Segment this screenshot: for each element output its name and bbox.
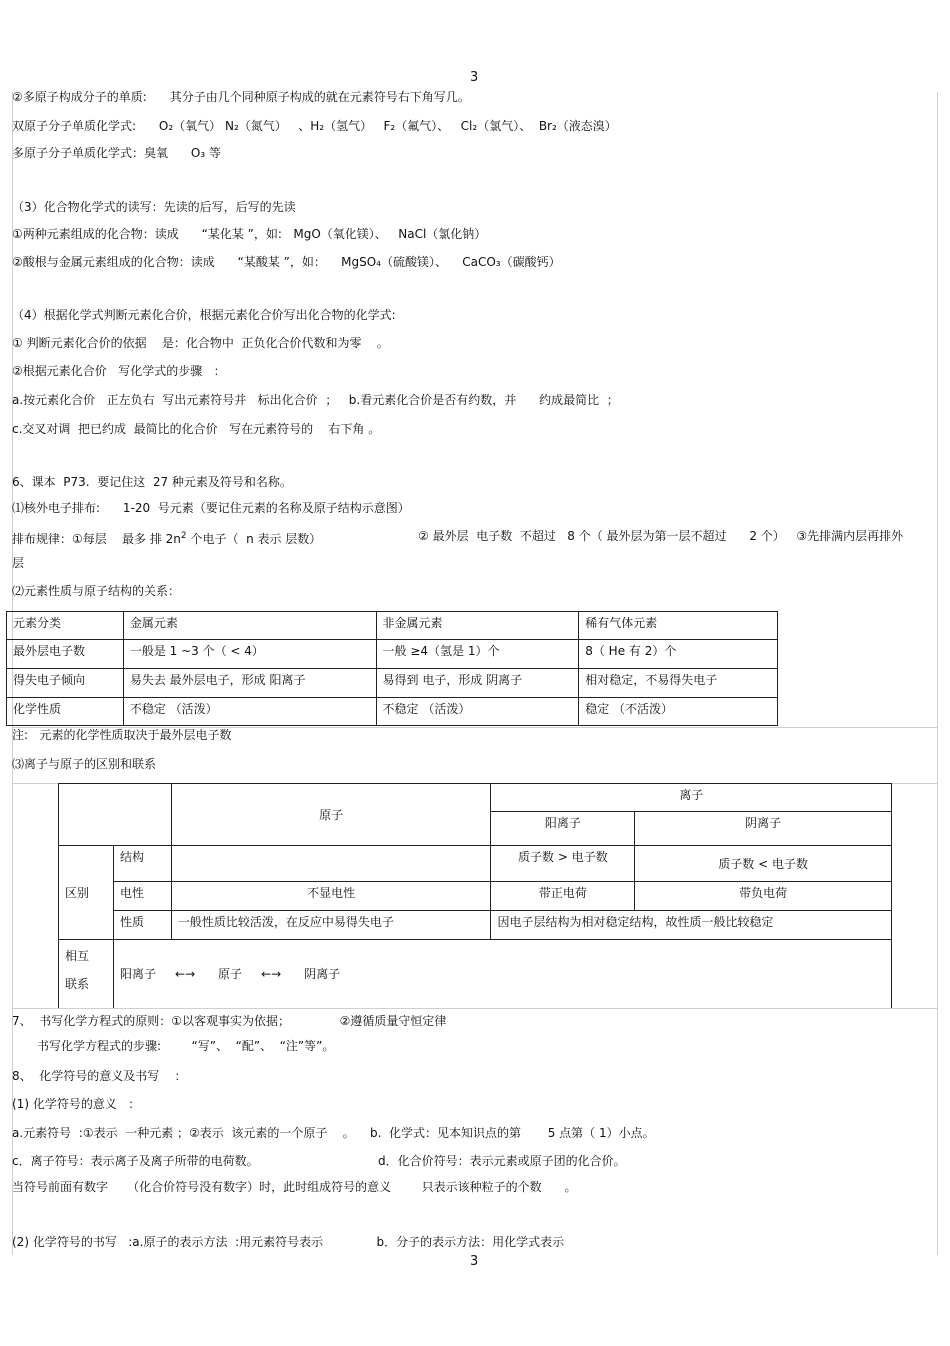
header-atom: 原子 — [171, 784, 491, 846]
table-row — [7, 640, 778, 669]
line-note: 注: 元素的化学性质取决于最外层电子数 — [12, 728, 232, 742]
label-structure: 结构 — [113, 846, 171, 882]
label-relation — [59, 940, 114, 1008]
line-polyatomic-formulas: 多原子分子单质化学式：臭氧 O₃ 等 — [12, 146, 221, 160]
line-number-prefix: 当符号前面有数字 （化合价符号没有数字）时，此时组成符号的意义 只表示该种粒子的个数 。 — [12, 1180, 577, 1194]
table-cell: 8（ He 有 2）个 — [579, 640, 778, 669]
line-valence-basis: ① 判断元素化合价的依据 是：化合物中 正负化合价代数和为零 。 — [12, 336, 389, 350]
line-diatomic-formulas: 双原子分子单质化学式: O₂（氧气） N₂（氮气） 、H₂（氢气） F₂（氟气）、 Cl₂（氯气）、 Br₂（液态溴） — [12, 119, 617, 133]
section7-top-line — [12, 1008, 937, 1009]
table-cell: 一般 ≥4（氢是 1）个 — [376, 640, 579, 669]
line-section-6: 6、课本 P73. 要记住这 27 种元素及符号和名称。 — [12, 475, 292, 489]
table-cell: 不稳定 （活泼） — [376, 698, 579, 726]
header-metal: 金属元素 — [123, 612, 376, 640]
table-cell: 化学性质 — [7, 698, 124, 726]
table-cell: 一般是 1 ~3 个（ < 4） — [123, 640, 376, 669]
line-electron-arrangement: ⑴核外电子排布: 1-20 号元素（要记住元素的名称及原子结构示意图） — [12, 501, 410, 515]
ion-atom-table — [58, 783, 892, 1008]
cation-charge: 带正电荷 — [491, 882, 635, 911]
line-binary-compound: ①两种元素组成的化合物：读成 “某化某 ”，如: MgO（氧化镁）、 NaCl（氯化钠） — [12, 227, 487, 241]
line-step-c: c.交叉对调 把已约成 最简比的化合价 写在元素符号的 右下角 。 — [12, 422, 381, 436]
table-cell: 得失电子倾向 — [7, 669, 124, 698]
anion-structure: 质子数 < 电子数 — [635, 846, 892, 882]
ion-property: 因电子层结构为相对稳定结构，故性质一般比较稳定 — [491, 911, 892, 940]
table-header-row — [7, 612, 778, 640]
element-classification-table — [6, 611, 778, 726]
line-section-7: 7、 书写化学方程式的原则：①以客观事实为依据； ②遵循质量守恒定律 — [12, 1014, 447, 1028]
label-difference: 区别 — [59, 846, 114, 940]
table-cell: 稳定 （不活泼） — [579, 698, 778, 726]
table-row — [59, 784, 892, 812]
table-row — [59, 846, 892, 882]
right-margin-line — [937, 92, 938, 1255]
line-valence-symbol: d．化合价符号：表示元素或原子团的化合价。 — [378, 1154, 626, 1168]
line-compound-reading: （3）化合物化学式的读写：先读的后写，后写的先读 — [12, 200, 296, 214]
table-cell: 相对稳定，不易得失电子 — [579, 669, 778, 698]
anion-charge: 带负电荷 — [635, 882, 892, 911]
label-property: 性质 — [113, 911, 171, 940]
line-arrangement-wrap: 层 — [12, 556, 25, 570]
table-cell: 易失去 最外层电子，形成 阳离子 — [123, 669, 376, 698]
header-anion: 阴离子 — [635, 812, 892, 846]
cation-structure: 质子数 > 电子数 — [491, 846, 635, 882]
line-symbol-writing: (2) 化学符号的书写 :a.原子的表示方法 :用元素符号表示 b．分子的表示方法：用化学式表示 — [12, 1235, 565, 1249]
line-valence-steps: ②根据元素化合价 写化学式的步骤 ： — [12, 364, 226, 378]
table-row — [7, 698, 778, 726]
rule-1-superscript: 2 — [180, 531, 187, 541]
line-arrangement-rules-2: ② 最外层 电子数 不超过 8 个（ 最外层为第一层不超过 2 个） ③先排满内层再排外 — [418, 529, 904, 543]
relation-text: 阳离子 ←→ 原子 ←→ 阴离子 — [113, 940, 891, 1008]
table-cell: 易得到 电子，形成 阴离子 — [376, 669, 579, 698]
line-property-structure: ⑵元素性质与原子结构的关系： — [12, 584, 181, 598]
table-cell: 最外层电子数 — [7, 640, 124, 669]
table-cell — [59, 784, 172, 846]
line-ion-atom-heading: ⑶离子与原子的区别和联系 — [12, 757, 157, 771]
line-symbol-meaning: (1) 化学符号的意义 ： — [12, 1097, 141, 1111]
line-multi-atom-elements: ②多原子构成分子的单质: 其分子由几个同种原子构成的就在元素符号右下角写几。 — [12, 90, 470, 104]
line-acid-radical-compound: ②酸根与金属元素组成的化合物：读成 “某酸某 ”，如： MgSO₄（硫酸镁）、 CaCO₃（碳酸钙） — [12, 255, 561, 269]
rule-1-tail: 个电子（ n 表示 层数） — [186, 532, 322, 546]
header-classification: 元素分类 — [7, 612, 124, 640]
table-cell — [171, 846, 491, 882]
table-row — [7, 669, 778, 698]
relation-line-2: 联系 — [65, 977, 90, 991]
header-noble-gas: 稀有气体元素 — [579, 612, 778, 640]
table-cell: 不稳定 （活泼） — [123, 698, 376, 726]
atom-charge: 不显电性 — [171, 882, 491, 911]
line-equation-steps: 书写化学方程式的步骤: “写”、 “配”、 “注”等”。 — [37, 1039, 335, 1053]
rule-1-text: 排布规律：①每层 最多 排 2n — [12, 532, 181, 546]
page-number-top: 3 — [470, 70, 479, 85]
table-row — [59, 911, 892, 940]
line-step-a-b: a.按元素化合价 正左负右 写出元素符号并 标出化合价 ； b.看元素化合价是否有约数，并 约成最简比 ； — [12, 393, 619, 407]
line-ion-symbol: c．离子符号：表示离子及离子所带的电荷数。 — [12, 1154, 259, 1168]
label-charge: 电性 — [113, 882, 171, 911]
header-cation: 阳离子 — [491, 812, 635, 846]
header-ion: 离子 — [491, 784, 892, 812]
page-number-bottom: 3 — [470, 1254, 479, 1269]
header-nonmetal: 非金属元素 — [376, 612, 579, 640]
line-section-8: 8、 化学符号的意义及书写 ： — [12, 1069, 187, 1083]
relation-line-1: 相互 — [65, 949, 90, 963]
table-row — [59, 882, 892, 911]
line-element-symbol: a.元素符号 :①表示 一种元素 ；②表示 该元素的一个原子 。 b. 化学式：见本知识点的第 5 点第（ 1）小点。 — [12, 1126, 655, 1140]
line-valence-heading: （4）根据化学式判断元素化合价，根据元素化合价写出化合物的化学式: — [12, 308, 396, 322]
table-row — [59, 940, 892, 1008]
line-arrangement-rules — [12, 528, 321, 547]
atom-property: 一般性质比较活泼，在反应中易得失电子 — [171, 911, 491, 940]
